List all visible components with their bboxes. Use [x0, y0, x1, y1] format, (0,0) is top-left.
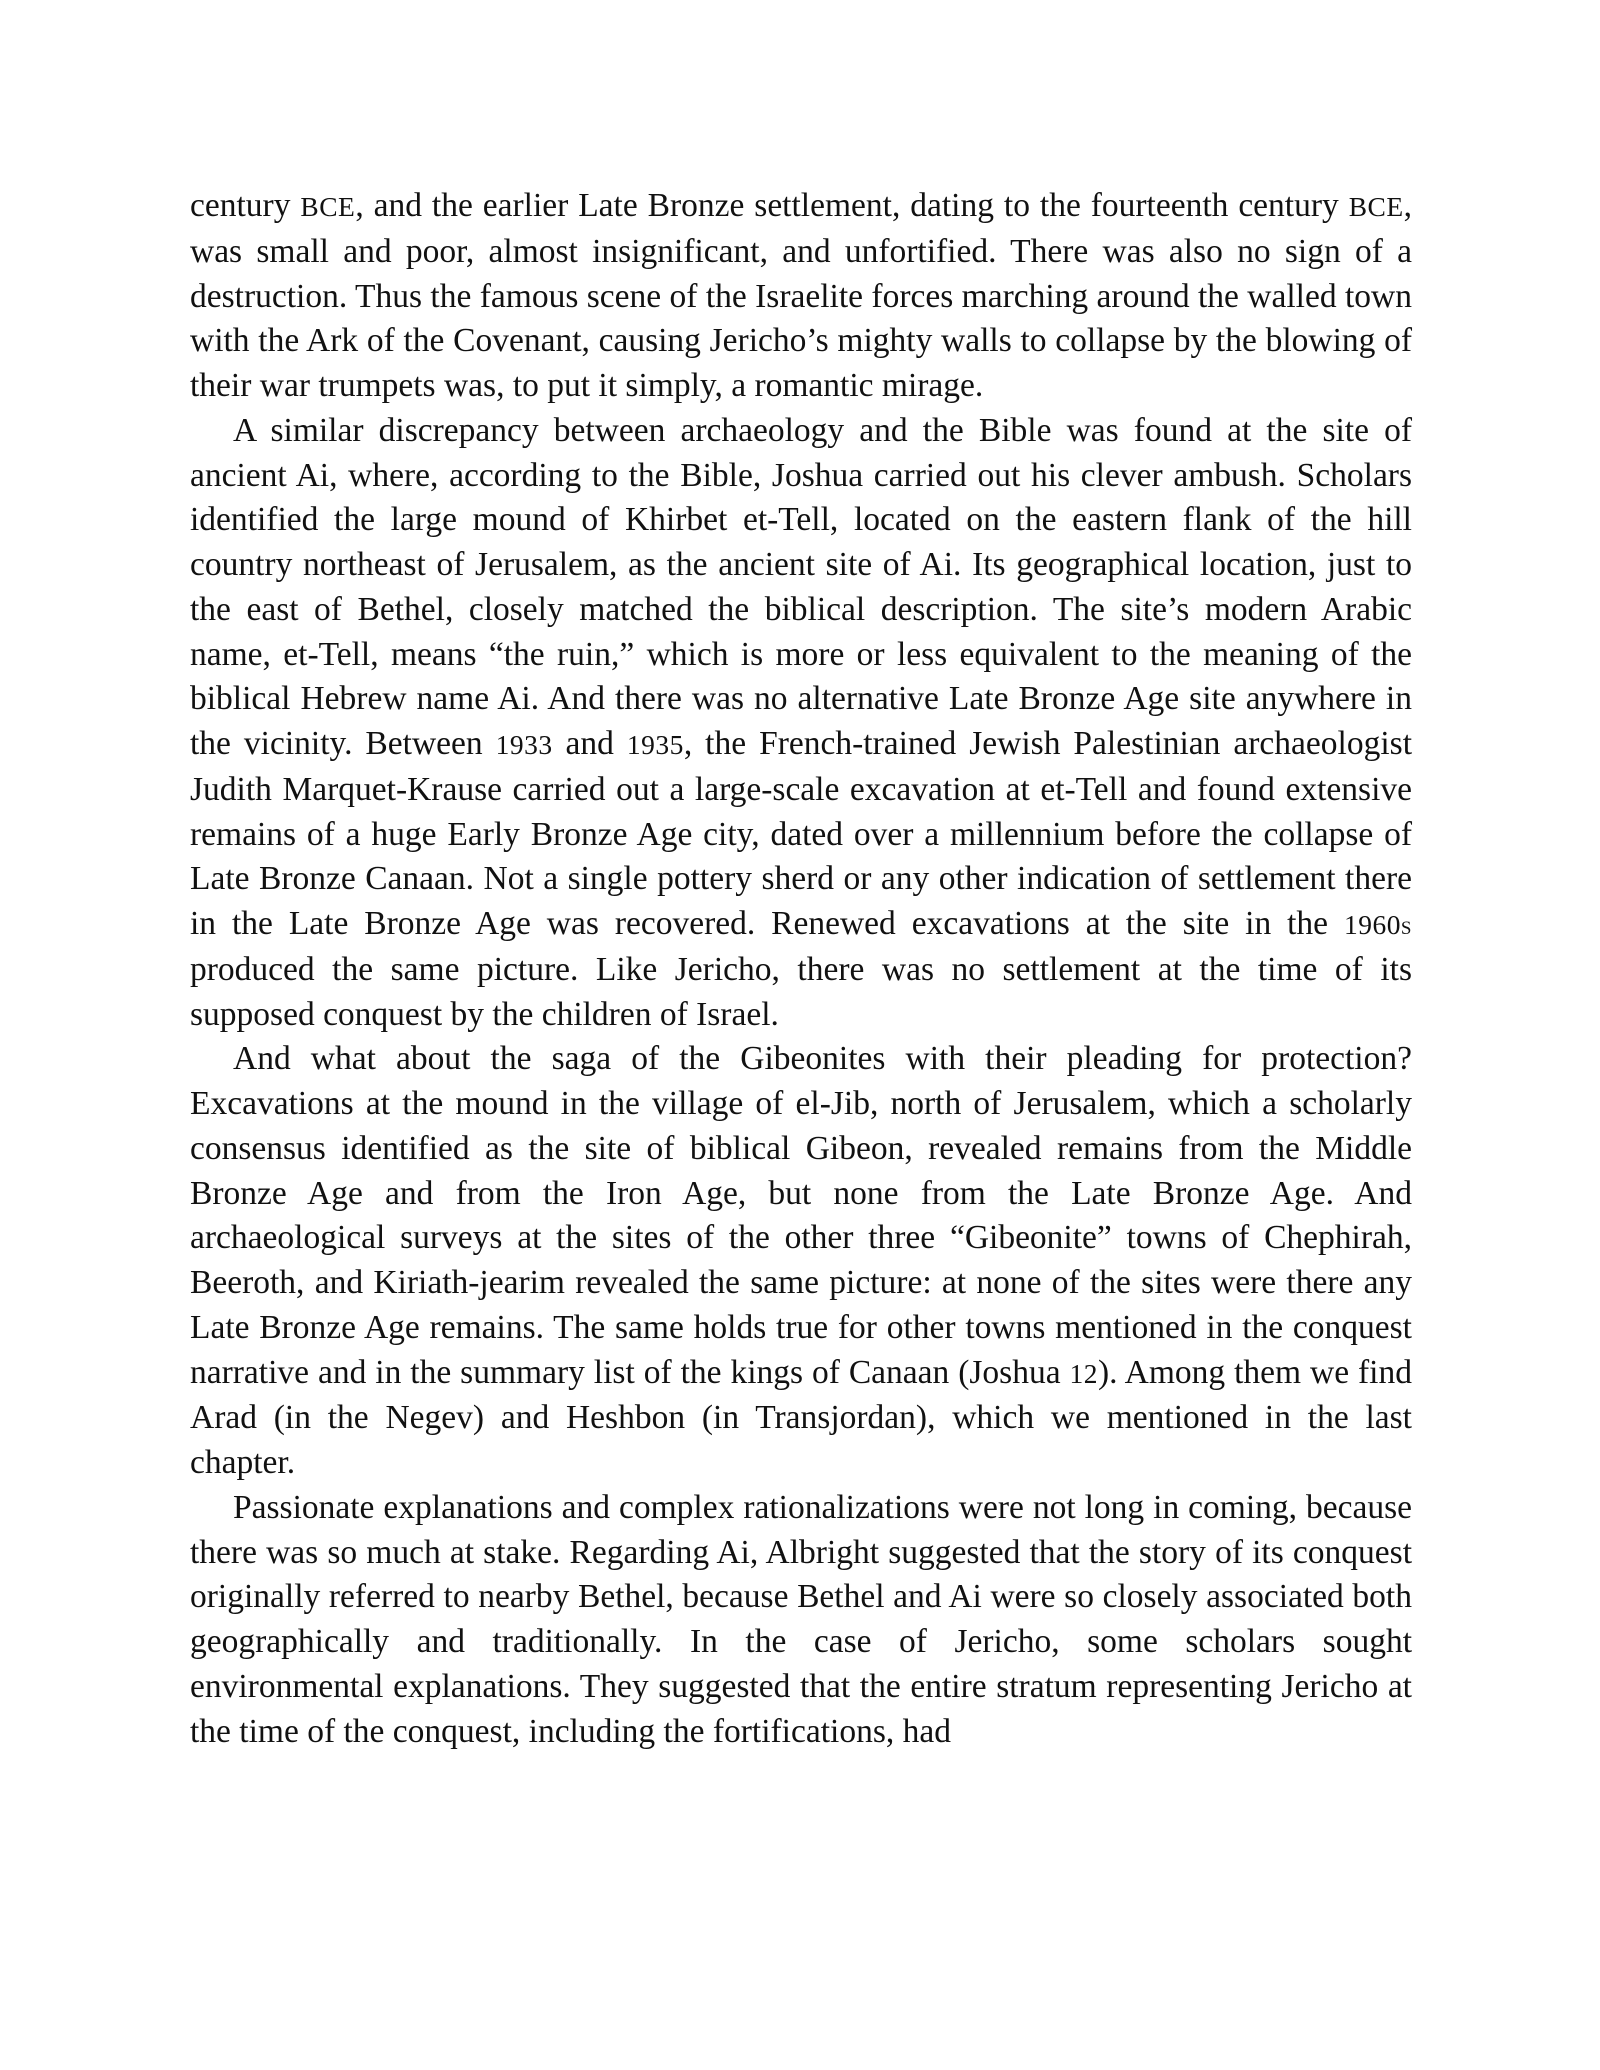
- text-span: century: [190, 187, 301, 224]
- chapter-number: 12: [1069, 1358, 1098, 1389]
- paragraph-ai-discrepancy: [190, 409, 1412, 1038]
- era-abbreviation: BCE: [1348, 192, 1404, 222]
- year-number: 1933: [495, 730, 553, 760]
- decade-number: 1960s: [1343, 910, 1412, 940]
- text-span: , was small and poor, almost insignificant, and unfortified. There was also no sign of a destruction. Thus the famous scene of the Israelite forces marching around the walled town with the Ark of the Covenant, causing Jericho’s mighty walls to collapse by the blowing of their war trumpets was, to put it simply, a romantic mirage.: [190, 187, 1412, 404]
- year-number: 1935: [626, 730, 684, 760]
- text-span: A similar discrepancy between archaeology and the Bible was found at the site of ancient Ai, where, according to the Bible, Joshua carried out his clever ambush. Scholars identified the large mound of Khirbet et-Tell, located on the eastern flank of the hill country northeast of Jerusalem, as the ancient site of Ai. Its geographical location, just to the east of Bethel, closely matched the biblical description. The site’s modern Arabic name, et-Tell, means “the ruin,” which is more or less equivalent to the meaning of the biblical Hebrew name Ai. And there was no alternative Late Bronze Age site anywhere in the vicinity. Between: [190, 411, 1412, 762]
- text-span: , and the earlier Late Bronze settlement, dating to the fourteenth century: [355, 187, 1349, 224]
- paragraph-gibeonites: [190, 1037, 1412, 1486]
- page-body: [190, 184, 1412, 1754]
- text-span: And what about the saga of the Gibeonites with their pleading for protection? Excavations at the mound in the village of el-Jib, north of Jerusalem, which a scholarly consensus identified as the site of biblical Gibeon, revealed remains from the Middle Bronze Age and from the Iron Age, but none from the Late Bronze Age. And archaeological surveys at the sites of the other three “Gibeonite” towns of Chephirah, Beeroth, and Kiriath-jearim revealed the same picture: at none of the sites were there any Late Bronze Age remains. The same holds true for other towns mentioned in the conquest narrative and in the summary list of the kings of Canaan (Joshua: [190, 1040, 1412, 1391]
- paragraph-explanations: [190, 1486, 1412, 1755]
- text-span: and: [552, 725, 627, 762]
- text-span: , the French-trained Jewish Palestinian archaeologist Judith Marquet-Krause carried out a large-scale excavation at et-Tell and found extensive remains of a huge Early Bronze Age city, dated over a millennium before the collapse of Late Bronze Canaan. Not a single pottery sherd or any other indication of settlement there in the Late Bronze Age was recovered. Renewed excavations at the site in the: [190, 725, 1412, 942]
- text-span: produced the same picture. Like Jericho, there was no settlement at the time of its supposed conquest by the children of Israel.: [190, 950, 1412, 1033]
- paragraph-jericho-mirage: [190, 184, 1412, 409]
- era-abbreviation: BCE: [300, 192, 356, 222]
- text-span: Passionate explanations and complex rationalizations were not long in coming, because there was so much at stake. Regarding Ai, Albright suggested that the story of its conquest originally referred to nearby Bethel, because Bethel and Ai were so closely associated both geographically and traditionally. In the case of Jericho, some scholars sought environmental explanations. They suggested that the entire stratum representing Jericho at the time of the conquest, including the fortifications, had: [190, 1488, 1412, 1750]
- text-span: ). Among them we find Arad (in the Negev) and Heshbon (in Transjordan), which we mentioned in the last chapter.: [190, 1353, 1412, 1481]
